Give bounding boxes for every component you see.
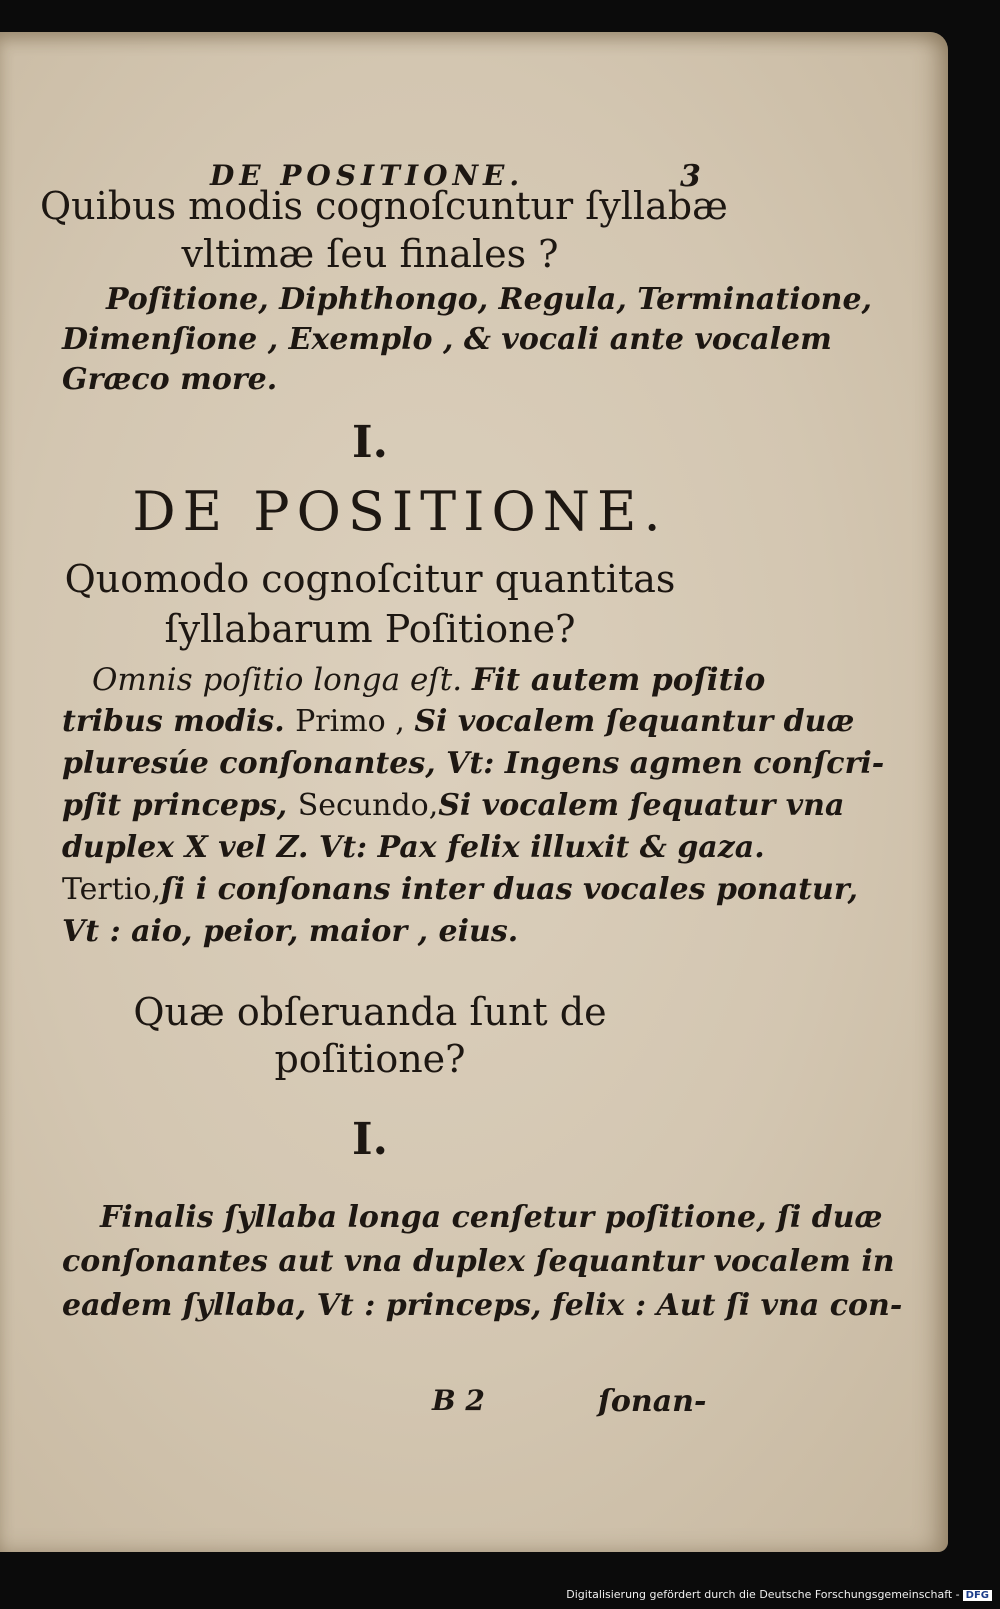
answer-2-line-3: pluresúe conſonantes, Vt: Ingens agmen conſcri-	[62, 746, 885, 781]
answer-1-line-1: Poſitione, Diphthongo, Regula, Terminatione,	[106, 282, 872, 317]
question-1-line-2: vltimæ ſeu finales ?	[181, 232, 559, 276]
book-page	[0, 32, 948, 1552]
question-3-line-1: Quæ obſeruanda ſunt de	[133, 990, 607, 1034]
question-1-line-1: Quibus modis cognoſcuntur ſyllabæ	[40, 184, 728, 228]
rule-1-line-1: Finalis ſyllaba longa cenſetur poſitione, ſi duæ	[100, 1200, 883, 1235]
answer-2-line-2: tribus modis. Primo , Si vocalem ſequantur duæ	[62, 704, 855, 739]
answer-2-line-4: pſit princeps, Secundo,Si vocalem ſequatur vna	[62, 788, 845, 823]
answer-2-line-7: Vt : aio, peior, maior , eius.	[62, 914, 519, 949]
section-numeral: I.	[352, 417, 388, 468]
answer-2-line-6: Tertio,ſi i conſonans inter duas vocales ponatur,	[62, 872, 858, 907]
rule-1-line-3: eadem ſyllaba, Vt : princeps, felix : Aut ſi vna con-	[62, 1288, 903, 1323]
dfg-logo: DFG	[963, 1590, 992, 1601]
credit-text: Digitalisierung gefördert durch die Deutsche Forschungsgemeinschaft -	[566, 1588, 960, 1601]
signature-mark: B 2	[432, 1384, 485, 1417]
catchword: ſonan-	[598, 1384, 707, 1419]
question-2-line-1: Quomodo cognoſcitur quantitas	[64, 557, 676, 601]
page-number: 3	[680, 159, 701, 194]
digitization-credit	[566, 1588, 992, 1601]
question-3-line-2: poſitione?	[274, 1037, 466, 1081]
answer-1-line-3: Græco more.	[62, 362, 278, 397]
question-2-line-2: ſyllabarum Poſitione?	[164, 607, 576, 651]
rule-1-line-2: conſonantes aut vna duplex ſequantur vocalem in	[62, 1244, 895, 1279]
answer-1-line-2: Dimenſione , Exemplo , & vocali ante vocalem	[62, 322, 832, 357]
running-head: DE POSITIONE.	[210, 159, 525, 192]
answer-2-line-1: Omnis poſitio longa eſt. Fit autem poſitio	[92, 662, 766, 698]
rule-numeral: I.	[352, 1114, 388, 1165]
section-title: DE POSITIONE.	[132, 480, 668, 543]
answer-2-line-5: duplex X vel Z. Vt: Pax felix illuxit & gaza.	[62, 830, 765, 865]
